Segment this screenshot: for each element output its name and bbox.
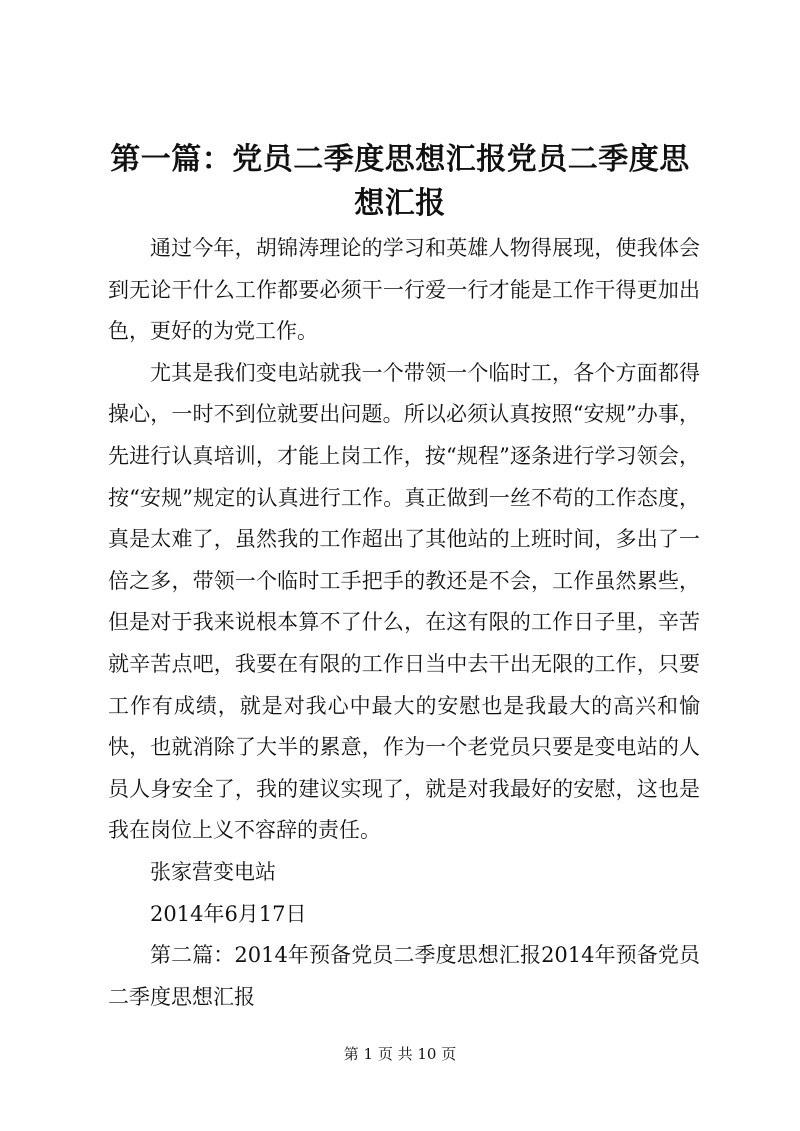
paragraph-2: 尤其是我们变电站就我一个带领一个临时工，各个方面都得操心，一时不到位就要出问题。所以必须认真按照“安规”办事，先进行认真培训，才能上岗工作，按“规程”逐条进行学习领会，按“安规”规定的认真进行工作。真正做到一丝不苟的工作态度，真是太难了，虽然我的工作超出了其他站的上班时间，多出了一倍之多，带领一个临时工手把手的教还是不会，工作虽然累些，但是对于我来说根本算不了什么，在这有限的工作日子里，辛苦就辛苦点吧，我要在有限的工作日当中去干出无限的工作，只要工作有成绩，就是对我心中最大的安慰也是我最大的高兴和愉快，也就消除了大半的累意，作为一个老党员只要是变电站的人员人身安全了，我的建议实现了，就是对我最好的安慰，这也是我在岗位上义不容辞的责任。 (108, 360, 700, 843)
paragraph-1: 通过今年，胡锦涛理论的学习和英雄人物得展现，使我体会到无论干什么工作都要必须干一行爱一行才能是工作干得更加出色，更好的为党工作。 (108, 236, 700, 344)
next-section-heading: 第二篇：2014年预备党员二季度思想汇报2014年预备党员二季度思想汇报 (108, 943, 700, 1009)
date: 2014年6月17日 (150, 901, 307, 926)
document-body (108, 228, 700, 1018)
page-title: 第一篇：党员二季度思想汇报党员二季度思想汇报 (110, 142, 690, 221)
signature: 张家营变电站 (150, 859, 276, 884)
page-footer: 第 1 页 共 10 页 (343, 1045, 457, 1063)
